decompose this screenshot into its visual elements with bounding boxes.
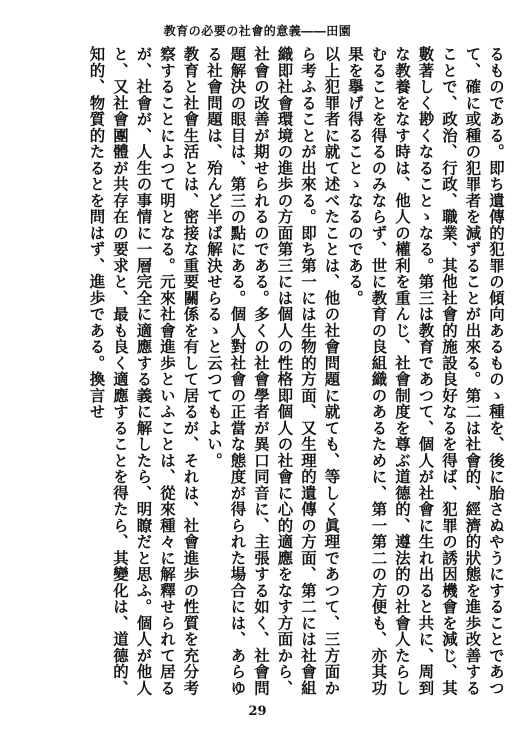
page-number: 29 xyxy=(248,704,267,719)
paragraph-1: るものである。即ち遺傳的犯罪の傾向あるものゝ種を、後に胎さぬやうにすることであつて、確に或種の犯罪者を減ずることが出來る。第二は社會的、經濟的狀態を進歩改善することで、政治、行政、職業、其他社會的施設良好なるを得ば、犯罪の誘因機會を減じ、其數著しく尠くなることゝなる。第三は教育であつて、個人が社會に生れ出ると共に、周到な教養をなす時は、他人の權利を重んじ、社會制度を尊ぶ道德的、遵法的の社會人たらしむることを得るのみならず、世に教育の良組織のあるために、第一第二の方便も、亦其功果を擧げ得ることゝなるのである。 xyxy=(346,46,505,696)
paragraph-3: 教育と社會生活とは、密接な重要關係を有して居るが、それは、社會進歩の性質を充分考察することによつて明となる。元來社會進歩といふことは、從來種々に解釋せられて居るが、社會が、人生の事情に一層完全に適應する義に解したら、明瞭だと思ふ。個人が他人と、又社會團體が共存在の要求と、最も良く適應することを得たら、其變化は、道德的、知的、物質的たるとを問はず、進歩である。換言せ xyxy=(87,46,200,696)
paragraph-2: 以上犯罪者に就て述べたことは、他の社會問題に就ても、等しく眞理であつて、三方面から考ふることが出來る。即ち第一には生物的方面、又生理的遺傳の方面、第二には社會組織即社會環境の進歩の方面第三には個人の性格即個人の社會に心的適應をなす方面から、社會の改善が期せられるのである。多くの社會學者が異口同音に、主張する如く、社會問題解決の眼目は、第三の點にある。個人對社會の正當な態度が得られた場合には、あらゆる社會問題は、殆んど半ば解決せらるゝと云つてもよい。 xyxy=(205,46,341,696)
running-header: 教育の必要の社會的意義――田園 xyxy=(163,24,352,38)
body-text xyxy=(14,46,507,701)
